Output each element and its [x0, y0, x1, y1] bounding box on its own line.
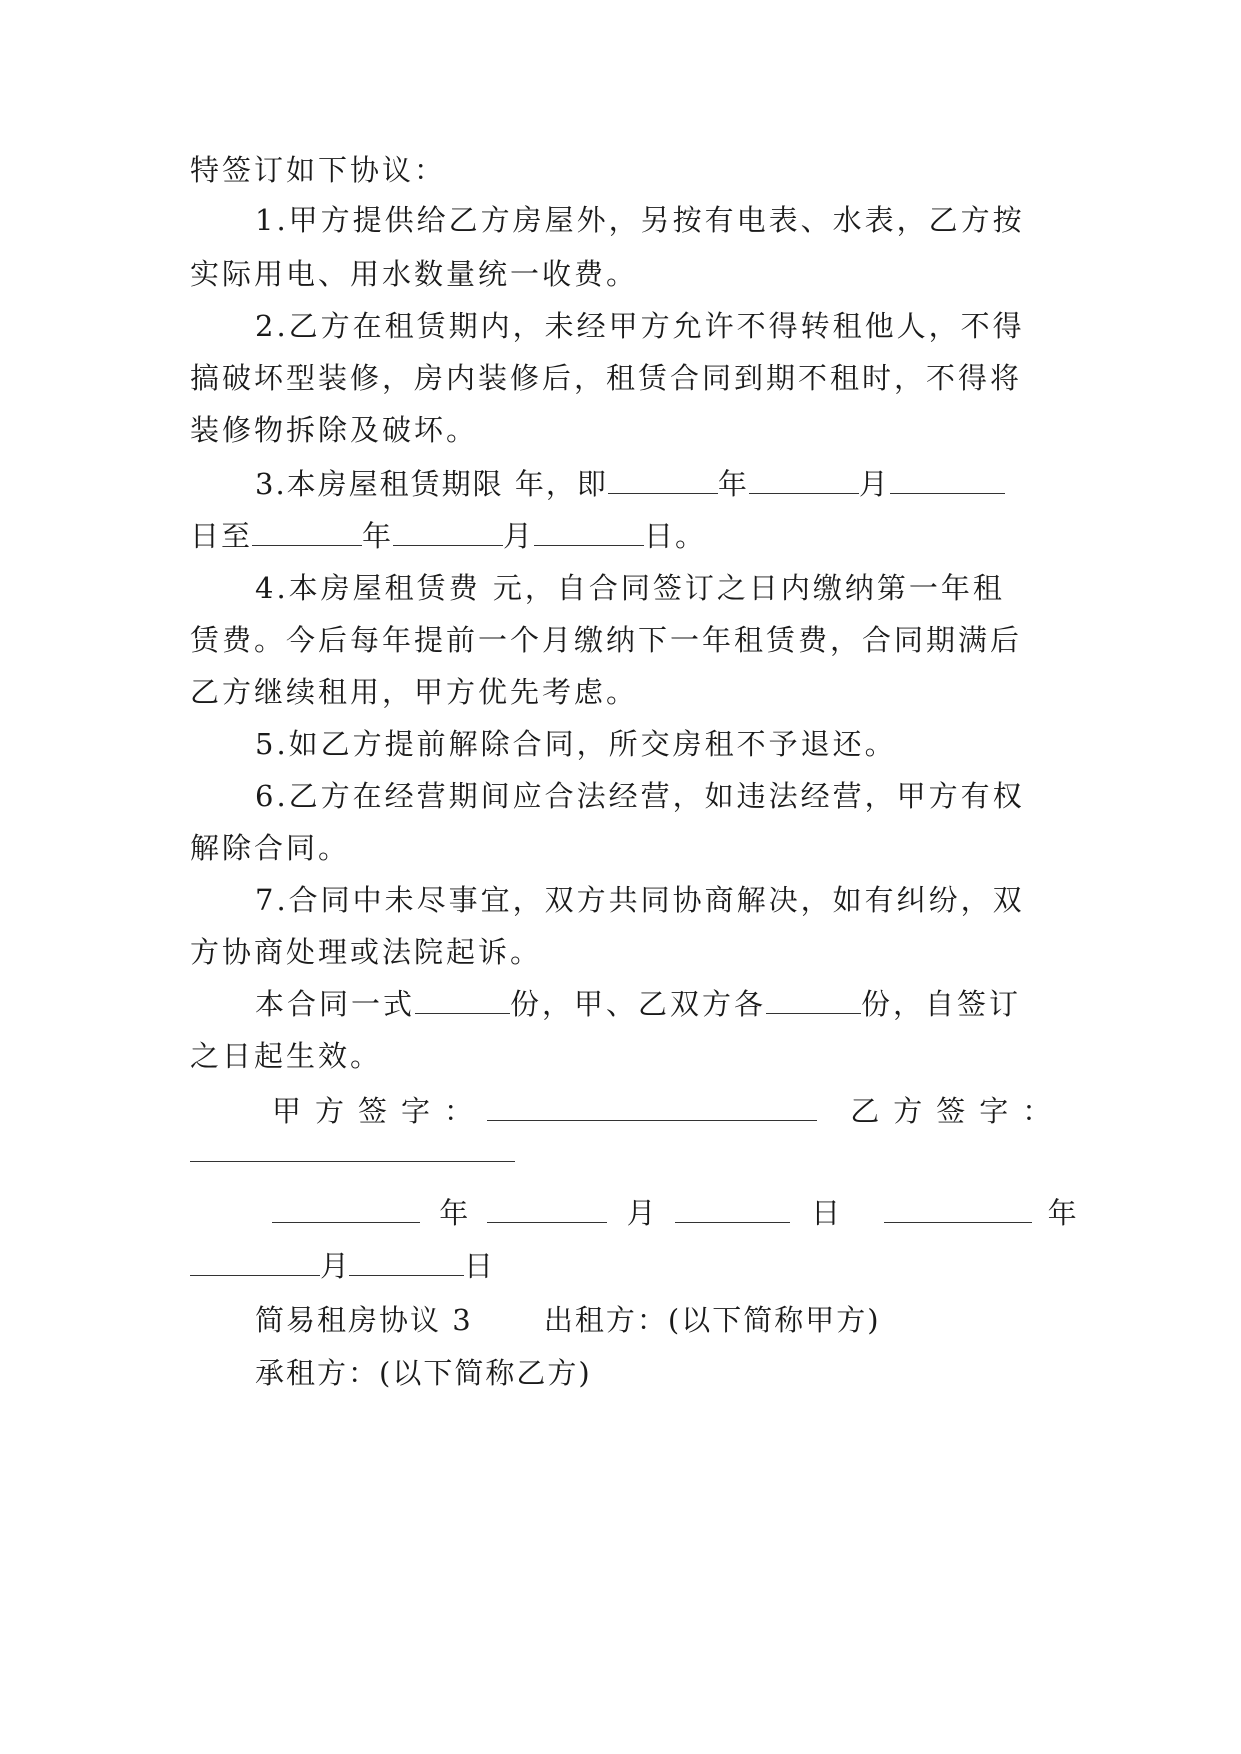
- party-a-signature-blank[interactable]: [487, 1094, 817, 1121]
- party-b-signature-blank[interactable]: [190, 1160, 515, 1162]
- party-a-month-label: 月: [626, 1196, 656, 1230]
- next-agreement-row: [255, 1302, 1115, 1338]
- copies-text-mid: 份，甲、乙双方各: [510, 987, 767, 1021]
- signature-row: [272, 1093, 1066, 1129]
- clause-3-text: 3.本房屋租赁期限 年，即: [255, 467, 608, 501]
- clause-7-line-1: 7.合同中未尽事宜，双方共同协商解决，如有纠纷，双: [255, 883, 1025, 917]
- start-month-blank[interactable]: [749, 467, 859, 494]
- start-day-blank[interactable]: [890, 467, 1005, 494]
- copies-line-1: [255, 986, 1115, 1022]
- party-b-year-blank[interactable]: [884, 1196, 1032, 1223]
- copies-text-pre: 本合同一式: [255, 987, 416, 1021]
- start-month-label: 月: [858, 467, 890, 501]
- end-day-blank[interactable]: [534, 519, 644, 546]
- clause-6-line-1: 6.乙方在经营期间应合法经营，如违法经营，甲方有权: [255, 779, 1025, 813]
- party-b-day-label: 日: [464, 1249, 494, 1283]
- clause-4-line-2: 赁费。今后每年提前一个月缴纳下一年租赁费，合同期满后: [190, 623, 1023, 657]
- clause-3-line-1: [255, 466, 1115, 502]
- end-month-blank[interactable]: [393, 519, 503, 546]
- clause-2-line-1: 2.乙方在租赁期内，未经甲方允许不得转租他人，不得: [255, 309, 1025, 343]
- clause-1-line-2: 实际用电、用水数量统一收费。: [190, 257, 639, 291]
- clause-7-line-2: 方协商处理或法院起诉。: [190, 935, 543, 969]
- clause-5: 5.如乙方提前解除合同，所交房租不予退还。: [255, 727, 897, 761]
- copies-total-blank[interactable]: [415, 987, 510, 1014]
- start-year-blank[interactable]: [608, 467, 718, 494]
- party-a-day-label: 日: [811, 1196, 841, 1230]
- party-b-month-label: 月: [320, 1249, 350, 1283]
- party-b-signature-label: 乙方签字：: [850, 1094, 1066, 1128]
- copies-text-post: 份，自签订: [861, 987, 1022, 1021]
- start-day-label: 日至: [190, 519, 253, 553]
- party-b-month-blank[interactable]: [190, 1249, 320, 1276]
- clause-4-line-1: 4.本房屋租赁费 元，自合同签订之日内缴纳第一年租: [255, 571, 1005, 605]
- end-year-label: 年: [362, 519, 394, 553]
- end-year-blank[interactable]: [252, 519, 362, 546]
- clause-1-line-1: 1.甲方提供给乙方房屋外，另按有电表、水表，乙方按: [255, 203, 1025, 237]
- date-row-2: [190, 1248, 1050, 1284]
- clause-4-line-3: 乙方继续租用，甲方优先考虑。: [190, 675, 639, 709]
- party-b-year-label: 年: [1047, 1196, 1077, 1230]
- intro-text: 特签订如下协议：: [190, 153, 447, 187]
- date-row: [272, 1195, 1077, 1231]
- party-a-signature-label: 甲方签字：: [272, 1094, 488, 1128]
- party-a-day-blank[interactable]: [675, 1196, 790, 1223]
- copies-each-blank[interactable]: [766, 987, 861, 1014]
- copies-line-2: 之日起生效。: [190, 1039, 383, 1073]
- end-month-label: 月: [503, 519, 535, 553]
- party-a-year-blank[interactable]: [272, 1196, 420, 1223]
- end-day-label: 日。: [644, 519, 707, 553]
- start-year-label: 年: [717, 467, 749, 501]
- lessee-line: 承租方：(以下简称乙方): [255, 1356, 592, 1390]
- lessor-line: 出租方：(以下简称甲方): [543, 1303, 881, 1337]
- next-agreement-title: 简易租房协议 3: [255, 1303, 473, 1337]
- clause-3-line-2: [190, 518, 1050, 554]
- party-a-year-label: 年: [439, 1196, 469, 1230]
- clause-2-line-3: 装修物拆除及破坏。: [190, 413, 479, 447]
- clause-6-line-2: 解除合同。: [190, 831, 351, 865]
- clause-2-line-2: 搞破坏型装修，房内装修后，租赁合同到期不租时，不得将: [190, 361, 1023, 395]
- party-a-month-blank[interactable]: [487, 1196, 607, 1223]
- party-b-day-blank[interactable]: [349, 1249, 464, 1276]
